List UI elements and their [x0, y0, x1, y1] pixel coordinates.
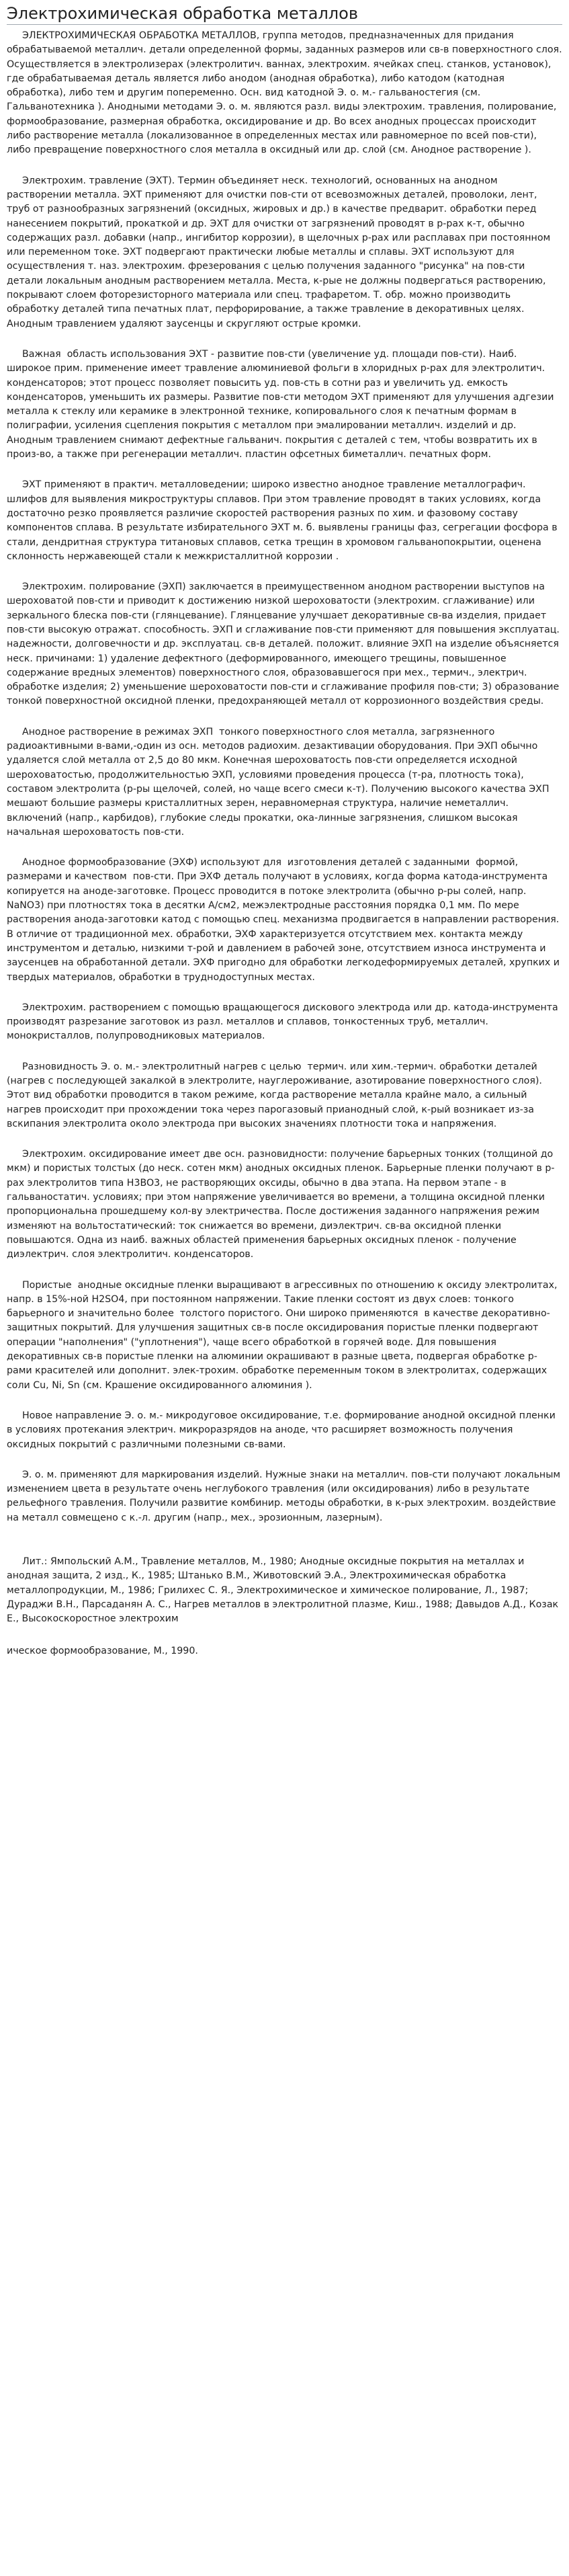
references: Лит.: Ямпольский А.М., Травление металлов, М., 1980; Анодные оксидные покрытия на металлах и анодная защита, 2 изд., К., 1985; Штанько В.М., Животовский Э.А., Электрохимическая обработка металлопродукции, М., 1986; Грилихес С. Я., Электрохимическое и химическое полирование, Л., 1987; Дураджи В.Н., Парсаданян А. С., Нагрев металлов в электролитной плазме, Киш., 1988; Давыдов А.Д., Козак Е., Высокоскоростное электрохим [7, 1556, 559, 1625]
paragraph-oxidation: Электрохим. оксидирование имеет две осн. разновидности: получение барьерных тонких (толщиной до мкм) и пористых толстых (до неск. сотен мкм) анодных оксидных пленок. Барьерные пленки получают в р-рах электролитов типа H3BO3, не растворяющих оксиды, обычно в два этапа. На первом этапе - в гальваностатич. условиях; при этом напряжение увеличивается во времени, а толщина оксидной пленки пропорциональна прошедшему кол-ву электричества. После достижения заданного напряжения режим изменяют на вольтостатический: ток снижается во времени, диэлектрич. св-ва оксидной пленки повышаются. Одна из наиб. важных областей применения барьерных оксидных пленок - получение диэлектрич. слоя электролитич. конденсаторов. [7, 1149, 556, 1260]
paragraph-micro-arc: Новое направление Э. о. м.- микродуговое оксидирование, т.е. формирование анодной оксидной пленки в условиях протекания электрич. микроразрядов на аноде, что расширяет возможность получения оксидных покрытий с различными полезными св-вами. [7, 1410, 559, 1450]
paragraph-intro: ЭЛЕКТРОХИМИЧЕСКАЯ ОБРАБОТКА МЕТАЛЛОВ, группа методов, предназначенных для придания обрабатываемой металлич. детали определенной формы, заданных размеров или св-в поверхностного слоя. Осуществляется в электролизерах (электролитич. ваннах, электрохим. ячейках спец. станков, установок), где обрабатываемая деталь является либо анодом (анодная обработка), либо катодом (катодная обработка), либо тем и другим попеременно. Осн. вид катодной Э. о. м.- гальваностегия (см. Гальванотехника ). Анодными методами Э. о. м. являются разл. виды электрохим. травления, полирование, формообразование, размерная обработка, оксидирование и др. Во всех анодных процессах происходит либо растворение металла (локализованное в определенных местах или равномерное по всей пов-сти), либо превращение поверхностного слоя металла в оксидный или др. слой (см. Анодное растворение ). [7, 30, 566, 156]
paragraph-metallography: ЭХТ применяют в практич. металловедении; широко известно анодное травление металлографич. шлифов для выявления микроструктуры сплавов. При этом травление проводят в таких условиях, когда достаточно резко проявляется различие скоростей растворения разных по хим. и фазовому составу компонентов сплава. В результате избирательного ЭХТ м. б. выявлены границы фаз, сегрегации фосфора в стали, дендритная структура титановых сплавов, сетка трещин в хромовом гальванопокрытии, оценена склонность нержавеющей стали к межкристаллитной коррозии . [7, 479, 561, 562]
paragraph-shaping: Анодное формообразование (ЭХФ) используют для изготовления деталей с заданными формой, размерами и качеством пов-сти. При ЭХФ деталь получают в условиях, когда форма катода-инструмента копируется на аноде-заготовке. Процесс проводится в потоке электролита (обычно р-ры солей, напр. NaNO3) при плотностях тока в десятки А/см2, межэлектродные расстояния порядка 0,1 мм. По мере растворения анода-заготовки катод с помощью спец. механизма продвигается в направлении растворения. В отличие от традиционной мех. обработки, ЭХФ характеризуется отсутствием мех. контакта между инструментом и деталью, низкими т-рой и давлением в рабочей зоне, отсутствием износа инструмента и заусенцев на обработанной детали. ЭХФ пригодно для обработки легкодеформируемых деталей, хрупких и твердых материалов, обработки в труднодоступных местах. [7, 857, 563, 983]
article-body [7, 25, 566, 1658]
paragraph-cutting: Электрохим. растворением с помощью вращающегося дискового электрода или др. катода-инструмента производят разрезание заготовок из разл. металлов и сплавов, тонкостенных труб, металлич. монокристаллов, полупроводниковых материалов. [7, 1002, 562, 1042]
paragraph-surface-development: Важная область использования ЭХТ - развитие пов-сти (увеличение уд. площади пов-сти). Наиб. широкое прим. применение имеет травление алюминиевой фольги в хлоридных р-рах для электролитич. конденсаторов; этот процесс позволяет повысить уд. пов-сть в сотни раз и увеличить уд. емкость конденсаторов, уменьшить их размеры. Развитие пов-сти методом ЭХТ применяют для улучшения адгезии металла к стеклу или керамике в электронной технике, копировального слоя к печатным формам в полиграфии, усиления сцепления покрытия с металлом при эмалировании металлич. изделий и др. Анодным травлением снимают дефектные гальванич. покрытия с деталей с тем, чтобы возвратить их в произ-во, а также при регенерации металлич. пластин офсетных биметаллич. печатных форм. [7, 348, 557, 460]
paragraph-porous-films: Пористые анодные оксидные пленки выращивают в агрессивных по отношению к оксиду электролитах, напр. в 15%-ной H2SO4, при постоянном напряжении. Такие пленки состоят из двух слоев: тонкого барьерного и значительно более толстого пористого. Они широко применяются в качестве декоративно-защитных покрытий. Для улучшения защитных св-в после оксидирования пористые пленки подвергают операции "наполнения" ("уплотнения"), чаще всего обработкой в горячей воде. Для повышения декоративных св-в пористые пленки на алюминии окрашивают в разные цвета, подвергая обработке р-рами красителей или дополнит. элек-трохим. обработке переменным током в электролитах, содержащих соли Cu, Ni, Sn (см. Крашение оксидированного алюминия ). [7, 1279, 561, 1391]
paragraph-polishing-conditions: Анодное растворение в режимах ЭХП тонкого поверхностного слоя металла, загрязненного радиоактивными в-вами,-один из осн. методов радиохим. дезактивации оборудования. При ЭХП обычно удаляется слой металла от 2,5 до 80 мкм. Конечная шероховатость пов-сти определяется исходной шероховатостью, продолжительностью ЭХП, условиями проведения процесса (т-ра, плотность тока), составом электролита (р-ры щелочей, солей, но чаще всего смеси к-т). Получению высокого качества ЭХП мешают большие размеры кристаллитных зерен, неравномерная структура, наличие неметаллич. включений (напр., карбидов), глубокие следы прокатки, ока-линные загрязнения, слишком высокая начальная шероховатость пов-сти. [7, 726, 553, 838]
page-title: Электрохимическая обработка металлов [7, 0, 562, 25]
references-continuation: ическое формообразование, М., 1990. [7, 1645, 198, 1656]
paragraph-electrolytic-heating: Разновидность Э. о. м.- электролитный нагрев с целью термич. или хим.-термич. обработки деталей (нагрев с последующей закалкой в электролите, науглероживание, азотирование поверхностного слоя). Этот вид обработки проводится в таком режиме, когда растворение металла крайне мало, а сильный нагрев происходит при прохождении тока через парогазовый прианодный слой, к-рый возникает из-за вскипания электролита около электрода при высоких значениях плотности тока и напряжения. [7, 1061, 545, 1129]
paragraph-etching: Электрохим. травление (ЭХТ). Термин объединяет неск. технологий, основанных на анодном растворении металла. ЭХТ применяют для очистки пов-сти от всевозможных деталей, проволоки, лент, труб от разнообразных загрязнений (оксидных, жировых и др.) в качестве предварит. обработки перед нанесением покрытий, прокаткой и др. ЭХТ для очистки от загрязнений проводят в р-рах к-т, обычно содержащих разл. добавки (напр., ингибитор коррозии), в щелочных р-рах или расплавах при постоянном или переменном токе. ЭХТ подвергают практически любые металлы и сплавы. ЭХТ используют для осуществления т. наз. электрохим. фрезерования с целью получения заданного "рисунка" на пов-сти детали локальным анодным растворением металла. Места, к-рые не должны подвергаться растворению, покрывают слоем фоторезисторного материала или спец. трафаретом. Т. обр. можно производить обработку деталей типа печатных плат, перфорирование, а также травление в декоративных целях. Анодным травлением удаляют заусенцы и скругляют острые кромки. [7, 175, 554, 329]
paragraph-marking: Э. о. м. применяют для маркирования изделий. Нужные знаки на металлич. пов-сти получают локальным изменением цвета в результате очень неглубокого травления (или оксидирования) либо в результате рельефного травления. Получили развитие комбинир. методы обработки, в к-рых электрохим. воздействие на металл совмещено с к.-л. другим (напр., мех., эрозионным, лазерным). [7, 1469, 564, 1523]
paragraph-polishing: Электрохим. полирование (ЭХП) заключается в преимущественном анодном растворении выступов на шероховатой пов-сти и приводит к достижению низкой шероховатости (электрохим. сглаживание) или зеркального блеска пов-сти (глянцевание). Глянцевание улучшает декоративные св-ва изделия, придает пов-сти высокую отражат. способность. ЭХП и сглаживание пов-сти применяют для повышения эксплуатац. надежности, долговечности и др. эксплуатац. св-в деталей. положит. влияние ЭХП на изделие объясняется неск. причинами: 1) удаление дефектного (деформированного, имеющего трещины, повышенное содержание вредных элементов) поверхностного слоя, образовавшегося при мех., термич., электрич. обработке изделия; 2) уменьшение шероховатости пов-сти и сглаживание профиля пов-сти; 3) образование тонкой поверхностной оксидной пленки, предохраняющей металл от коррозионного воздействия среды. [7, 581, 563, 707]
